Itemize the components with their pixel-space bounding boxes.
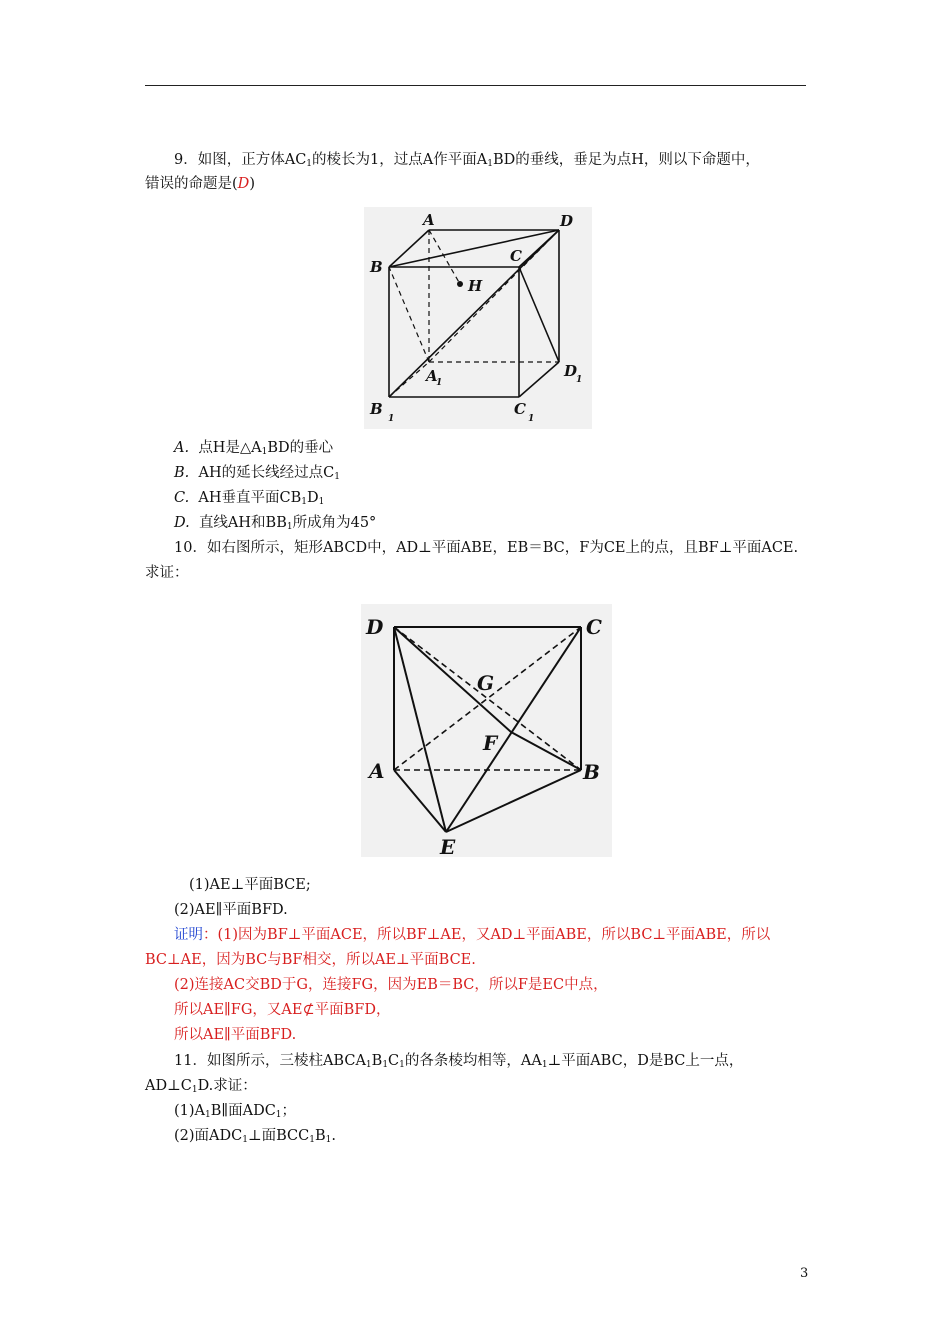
- q9-text: 的棱长为1，过点A作平面A: [312, 152, 488, 168]
- q9-line-1: [174, 150, 760, 170]
- subscript: 1: [275, 1110, 282, 1120]
- subscript: 1: [309, 1135, 315, 1145]
- proof-text: ：(1)因为BF⊥平面ACE，所以BF⊥AE，又AD⊥平面ABE，所以BC⊥平面ABE，所以: [203, 927, 771, 943]
- q9-option-a: [174, 438, 333, 458]
- q10-line-1: 10．如右图所示，矩形ABCD中，AD⊥平面ABE，EB＝BC，F为CE上的点，且BF⊥平面ACE.: [174, 540, 799, 556]
- option-text: 点H是△A: [198, 440, 262, 456]
- label-d: D: [366, 615, 384, 639]
- option-text: AH的延长线经过点C: [198, 465, 335, 481]
- point-h: [457, 281, 463, 287]
- subscript: 1: [325, 1135, 332, 1145]
- q11-text: C: [388, 1053, 400, 1069]
- q11-text: ；: [281, 1103, 297, 1119]
- label-b: B: [370, 258, 383, 276]
- subscript: 1: [382, 1060, 389, 1070]
- figure-background: [364, 207, 592, 429]
- label-c1-sub: 1: [528, 414, 535, 424]
- label-c: C: [510, 247, 522, 265]
- q9-option-b: [174, 463, 340, 483]
- q11-text: 的各条棱均相等，AA: [404, 1053, 542, 1069]
- label-a1: A: [426, 367, 438, 385]
- label-b1: B: [370, 400, 383, 418]
- label-a: A: [369, 759, 385, 783]
- q10-part-1: (1)AE⊥平面BCE;: [189, 877, 311, 893]
- label-f: F: [483, 731, 498, 755]
- label-c: C: [586, 615, 602, 639]
- subscript: 1: [205, 1110, 211, 1120]
- label-e: E: [440, 835, 456, 857]
- q10-proof-line-2: BC⊥AE，因为BC与BF相交，所以AE⊥平面BCE.: [145, 952, 476, 968]
- q10-proof-line-5: 所以AE∥平面BFD.: [174, 1027, 297, 1043]
- header-rule: [145, 85, 806, 86]
- subscript: 1: [286, 522, 293, 532]
- label-c1: C: [514, 400, 526, 418]
- q11-part-2: [174, 1126, 336, 1146]
- q9-text: ): [249, 176, 255, 192]
- label-d1-sub: 1: [576, 375, 583, 385]
- subscript: 1: [318, 497, 325, 507]
- subscript: 1: [242, 1135, 248, 1145]
- q11-part-1: [174, 1101, 296, 1121]
- option-letter: B.: [174, 465, 190, 481]
- label-a1-sub: 1: [436, 378, 443, 388]
- label-b1-sub: 1: [388, 414, 395, 424]
- subscript: 1: [301, 497, 308, 507]
- q11-text: D.求证：: [197, 1078, 257, 1094]
- q9-line-2: [145, 174, 255, 194]
- cube-figure: [364, 207, 592, 429]
- option-text: AH垂直平面CB: [198, 490, 302, 506]
- q11-text: AD⊥C: [145, 1078, 192, 1094]
- q11-text: (2)面ADC: [174, 1128, 243, 1144]
- q9-answer: D: [237, 176, 250, 192]
- label-h: H: [468, 277, 483, 295]
- option-letter: C.: [174, 490, 190, 506]
- q11-text: .: [331, 1128, 336, 1144]
- q11-line-1: [174, 1051, 743, 1071]
- q11-text: (1)A: [174, 1103, 206, 1119]
- q9-text: 9．如图，正方体AC: [174, 152, 307, 168]
- subscript: 1: [399, 1060, 405, 1070]
- option-text: BD的垂心: [267, 440, 334, 456]
- subscript: 1: [306, 159, 313, 169]
- q11-text: B: [371, 1053, 383, 1069]
- prism-figure: [361, 604, 612, 857]
- q11-text: ⊥面BCC: [247, 1128, 310, 1144]
- label-b: B: [583, 760, 600, 784]
- option-text: 直线AH和BB: [198, 515, 287, 531]
- label-d: D: [560, 212, 574, 230]
- subscript: 1: [261, 447, 268, 457]
- q10-proof-line-4: 所以AE∥FG，又AE⊄平面BFD，: [174, 1002, 391, 1018]
- q10-proof-line-3: (2)连接AC交BD于G，连接FG，因为EB＝BC，所以F是EC中点，: [174, 977, 608, 993]
- q10-part-2: (2)AE∥平面BFD.: [174, 902, 288, 918]
- q10-line-2: 求证：: [145, 565, 189, 581]
- q11-text: 11．如图所示，三棱柱ABCA: [174, 1053, 366, 1069]
- label-d1: D: [564, 362, 578, 380]
- proof-label: 证明: [174, 927, 203, 943]
- subscript: 1: [334, 472, 340, 482]
- q9-option-d: [174, 513, 376, 533]
- subscript: 1: [365, 1060, 372, 1070]
- q9-option-c: [174, 488, 324, 508]
- option-letter: D.: [174, 515, 190, 531]
- option-letter: A.: [174, 440, 190, 456]
- label-a: A: [423, 211, 435, 229]
- q9-text: BD的垂线，垂足为点H，则以下命题中，: [492, 152, 760, 168]
- page-number: 3: [800, 1266, 809, 1281]
- q10-proof-line-1: [174, 925, 770, 945]
- subscript: 1: [487, 159, 493, 169]
- q11-line-2: [145, 1076, 257, 1096]
- q11-text: ⊥平面ABC，D是BC上一点，: [547, 1053, 744, 1069]
- option-text: 所成角为45°: [292, 515, 377, 531]
- subscript: 1: [541, 1060, 548, 1070]
- label-g: G: [477, 671, 495, 695]
- q11-text: B∥面ADC: [210, 1103, 276, 1119]
- option-text: D: [307, 490, 319, 506]
- q9-text: 错误的命题是(: [145, 176, 238, 192]
- subscript: 1: [191, 1085, 198, 1095]
- q11-text: B: [314, 1128, 326, 1144]
